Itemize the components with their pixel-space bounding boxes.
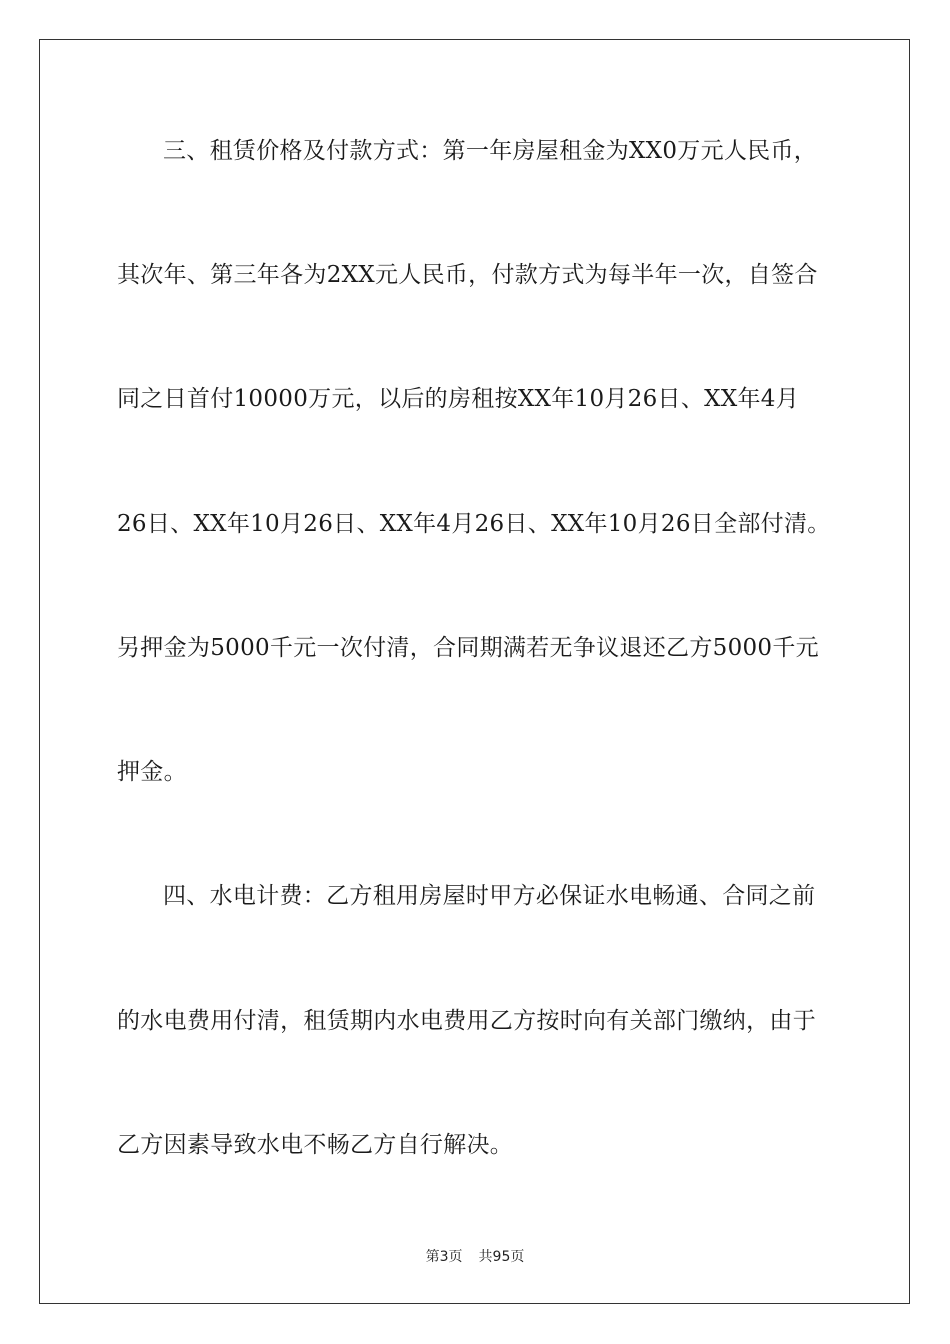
page-number: 第3页 <box>425 1249 463 1265</box>
page-footer <box>0 1248 950 1266</box>
total-pages: 共95页 <box>478 1249 525 1265</box>
paragraph-3-line-4: 26日、XX年10月26日、XX年4月26日、XX年10月26日全部付清。 <box>117 511 831 537</box>
paragraph-3-line-5: 另押金为5000千元一次付清，合同期满若无争议退还乙方5000千元 <box>117 635 819 661</box>
paragraph-4-line-2: 的水电费用付清，租赁期内水电费用乙方按时向有关部门缴纳，由于 <box>117 1008 816 1034</box>
page-border <box>39 39 910 1304</box>
paragraph-3-line-3: 同之日首付10000万元，以后的房租按XX年10月26日、XX年4月 <box>117 386 800 412</box>
paragraph-4-line-3: 乙方因素导致水电不畅乙方自行解决。 <box>117 1132 514 1158</box>
paragraph-3-line-2: 其次年、第三年各为2XX元人民币，付款方式为每半年一次，自签合 <box>117 262 818 288</box>
paragraph-3-line-1: 三、租赁价格及付款方式：第一年房屋租金为XX0万元人民币， <box>163 138 818 164</box>
paragraph-3-line-6: 押金。 <box>117 759 187 785</box>
paragraph-4-line-1: 四、水电计费：乙方租用房屋时甲方必保证水电畅通、合同之前 <box>163 883 816 909</box>
